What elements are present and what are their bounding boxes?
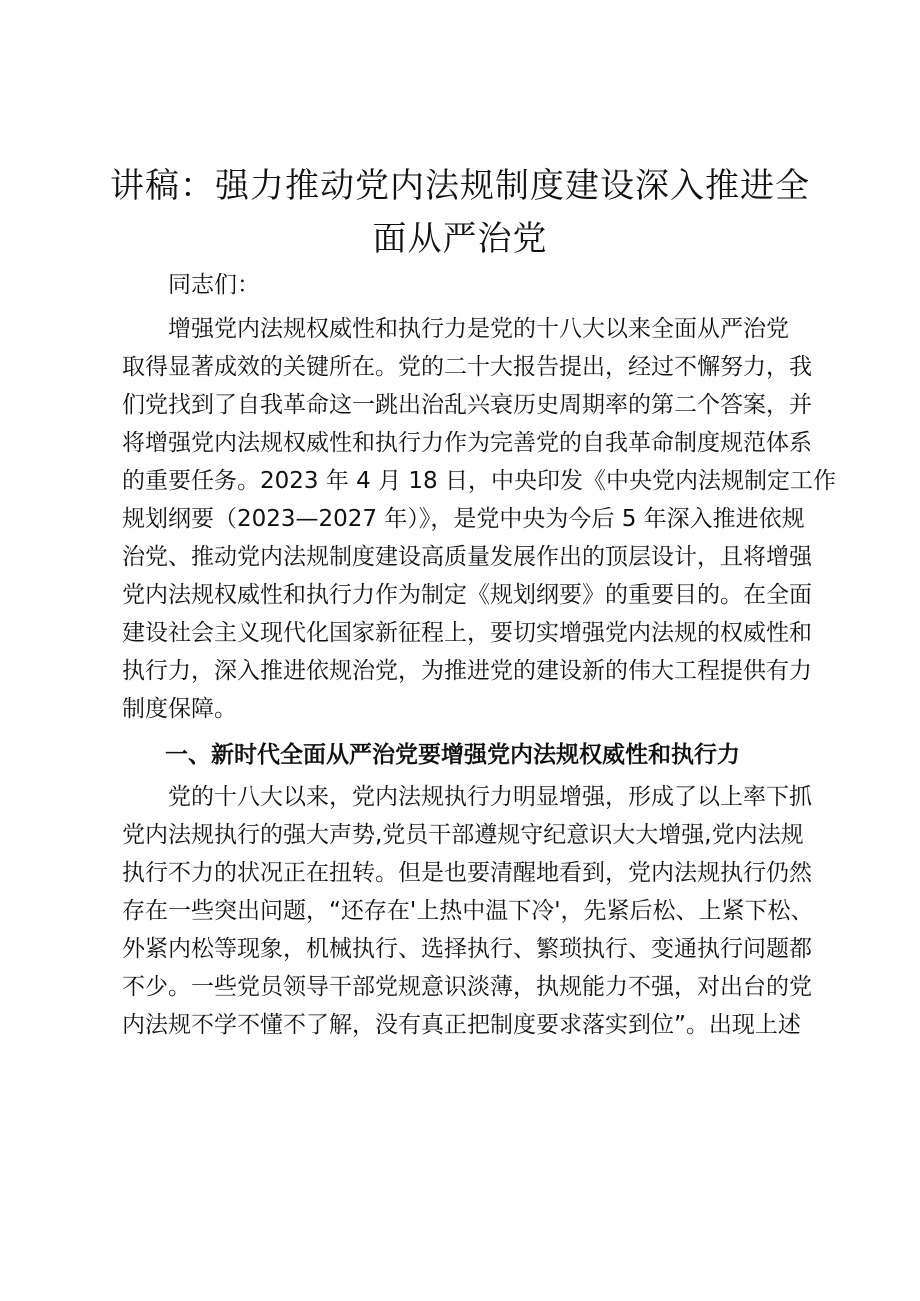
paragraph-line: 规划纲要（2023—2027 年）》，是党中央为今后 5 年深入推进依规 (122, 506, 805, 532)
paragraph-line: 执行不力的状况正在扭转。但是也要清醒地看到，党内法规执行仍然 (122, 860, 812, 886)
paragraph-line: 内法规不学不懂不了解，没有真正把制度要求落实到位”。出现上述 (122, 1012, 801, 1038)
paragraph-line: 执行力，深入推进依规治党，为推进党的建设新的伟大工程提供有力 (122, 658, 812, 684)
paragraph-line: 存在一些突出问题，“还存在'上热中温下冷'，先紧后松、上紧下松、 (122, 898, 814, 924)
title-line: 讲稿：强力推动党内法规制度建设深入推进全 (110, 166, 810, 206)
salutation: 同志们： (168, 272, 260, 298)
paragraph-line: 治党、推动党内法规制度建设高质量发展作出的顶层设计，且将增强 (122, 544, 812, 570)
paragraph-line: 党的十八大以来，党内法规执行力明显增强，形成了以上率下抓 (168, 784, 812, 810)
document-title (100, 160, 820, 266)
title-line: 面从严治党 (372, 219, 548, 259)
paragraph-line: 的重要任务。2023 年 4 月 18 日，中央印发《中央党内法规制定工作 (122, 468, 836, 494)
paragraph-line: 党内法规权威性和执行力作为制定《规划纲要》的重要目的。在全面 (122, 582, 812, 608)
paragraph-line: 外紧内松等现象，机械执行、选择执行、繁琐执行、变通执行问题都 (122, 936, 812, 962)
paragraph-line: 取得显著成效的关键所在。党的二十大报告提出，经过不懈努力，我 (122, 354, 812, 380)
paragraph-line: 党内法规执行的强大声势,党员干部遵规守纪意识大大增强,党内法规 (122, 822, 804, 848)
paragraph-line: 建设社会主义现代化国家新征程上，要切实增强党内法规的权威性和 (122, 620, 812, 646)
paragraph-line: 增强党内法规权威性和执行力是党的十八大以来全面从严治党 (168, 316, 789, 342)
paragraph-line: 们党找到了自我革命这一跳出治乱兴衰历史周期率的第二个答案，并 (122, 392, 812, 418)
section-heading: 一、新时代全面从严治党要增强党内法规权威性和执行力 (165, 742, 740, 768)
paragraph-line: 不少。一些党员领导干部党规意识淡薄，执规能力不强，对出台的党 (122, 974, 812, 1000)
paragraph-line: 将增强党内法规权威性和执行力作为完善党的自我革命制度规范体系 (122, 430, 812, 456)
paragraph-line: 制度保障。 (122, 696, 237, 722)
